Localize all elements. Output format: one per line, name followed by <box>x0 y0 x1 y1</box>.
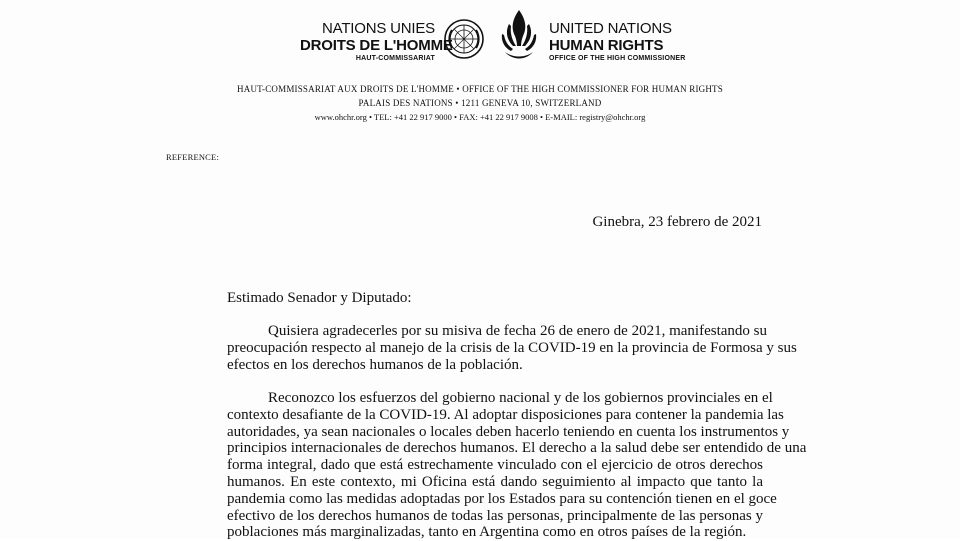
letter-date: Ginebra, 23 febrero de 2021 <box>592 214 762 230</box>
office-contact-line: www.ohchr.org • TEL: +41 22 917 9000 • FAX: +41 22 917 9008 • E-MAIL: registry@ohchr.org <box>314 112 646 122</box>
un-human-rights-english-wordmark <box>549 20 709 64</box>
paragraph-line: humanos. En este contexto, mi Oficina está dando seguimiento al impacto que tanto la <box>227 473 763 490</box>
header-left-line2: DROITS DE L'HOMME <box>300 37 453 54</box>
paragraph-line: principios internacionales de derechos humanos. El derecho a la salud debe ser entendido de una <box>227 440 807 457</box>
paragraph-line: autoridades, ya sean nacionales o locales deben hacerlo teniendo en cuenta los instrumentos y <box>227 423 790 440</box>
paragraph-line: preocupación respecto al manejo de la crisis de la COVID-19 en la provincia de Formosa y sus <box>227 339 797 356</box>
human-rights-flame-icon <box>495 6 543 62</box>
header-right-line1: UNITED NATIONS <box>549 20 672 37</box>
un-emblem-icon <box>443 18 485 60</box>
un-human-rights-french-wordmark <box>300 20 453 64</box>
salutation: Estimado Senador y Diputado: <box>227 290 412 306</box>
header-right-line3: OFFICE OF THE HIGH COMMISSIONER <box>549 55 686 62</box>
paragraph-line: Reconozco los esfuerzos del gobierno nacional y de los gobiernos provinciales en el <box>268 390 773 406</box>
header-left-line1: NATIONS UNIES <box>322 20 435 37</box>
paragraph-line: Quisiera agradecerles por su misiva de fecha 26 de enero de 2021, manifestando su <box>268 323 767 339</box>
paragraph-line: pandemia como las medidas adoptadas por los Estados para su contención tienen en el goce <box>227 490 777 507</box>
paragraph-line: efectos en los derechos humanos de la población. <box>227 356 523 373</box>
paragraph-1 <box>227 323 797 373</box>
office-name-line: HAUT-COMMISSARIAT AUX DROITS DE L'HOMME • OFFICE OF THE HIGH COMMISSIONER FOR HUMAN RIGHTS <box>237 84 723 94</box>
reference-label: REFERENCE: <box>166 152 220 162</box>
paragraph-line: poblaciones más marginalizadas, tanto en Argentina como en otros países de la región. <box>227 524 747 541</box>
paragraph-2 <box>227 390 807 541</box>
header-left-line3: HAUT-COMMISSARIAT <box>355 55 435 62</box>
paragraph-line: forma integral, dado que está estrechamente vinculado con el ejercicio de otros derechos <box>227 457 763 474</box>
header-right-line2: HUMAN RIGHTS <box>549 37 664 54</box>
paragraph-line: contexto desafiante de la COVID-19. Al adoptar disposiciones para contener la pandemia las <box>227 406 784 423</box>
office-address-line: PALAIS DES NATIONS • 1211 GENEVA 10, SWITZERLAND <box>358 98 602 108</box>
paragraph-line: efectivo de los derechos humanos de todas las personas, principalmente de las personas y <box>227 507 763 524</box>
